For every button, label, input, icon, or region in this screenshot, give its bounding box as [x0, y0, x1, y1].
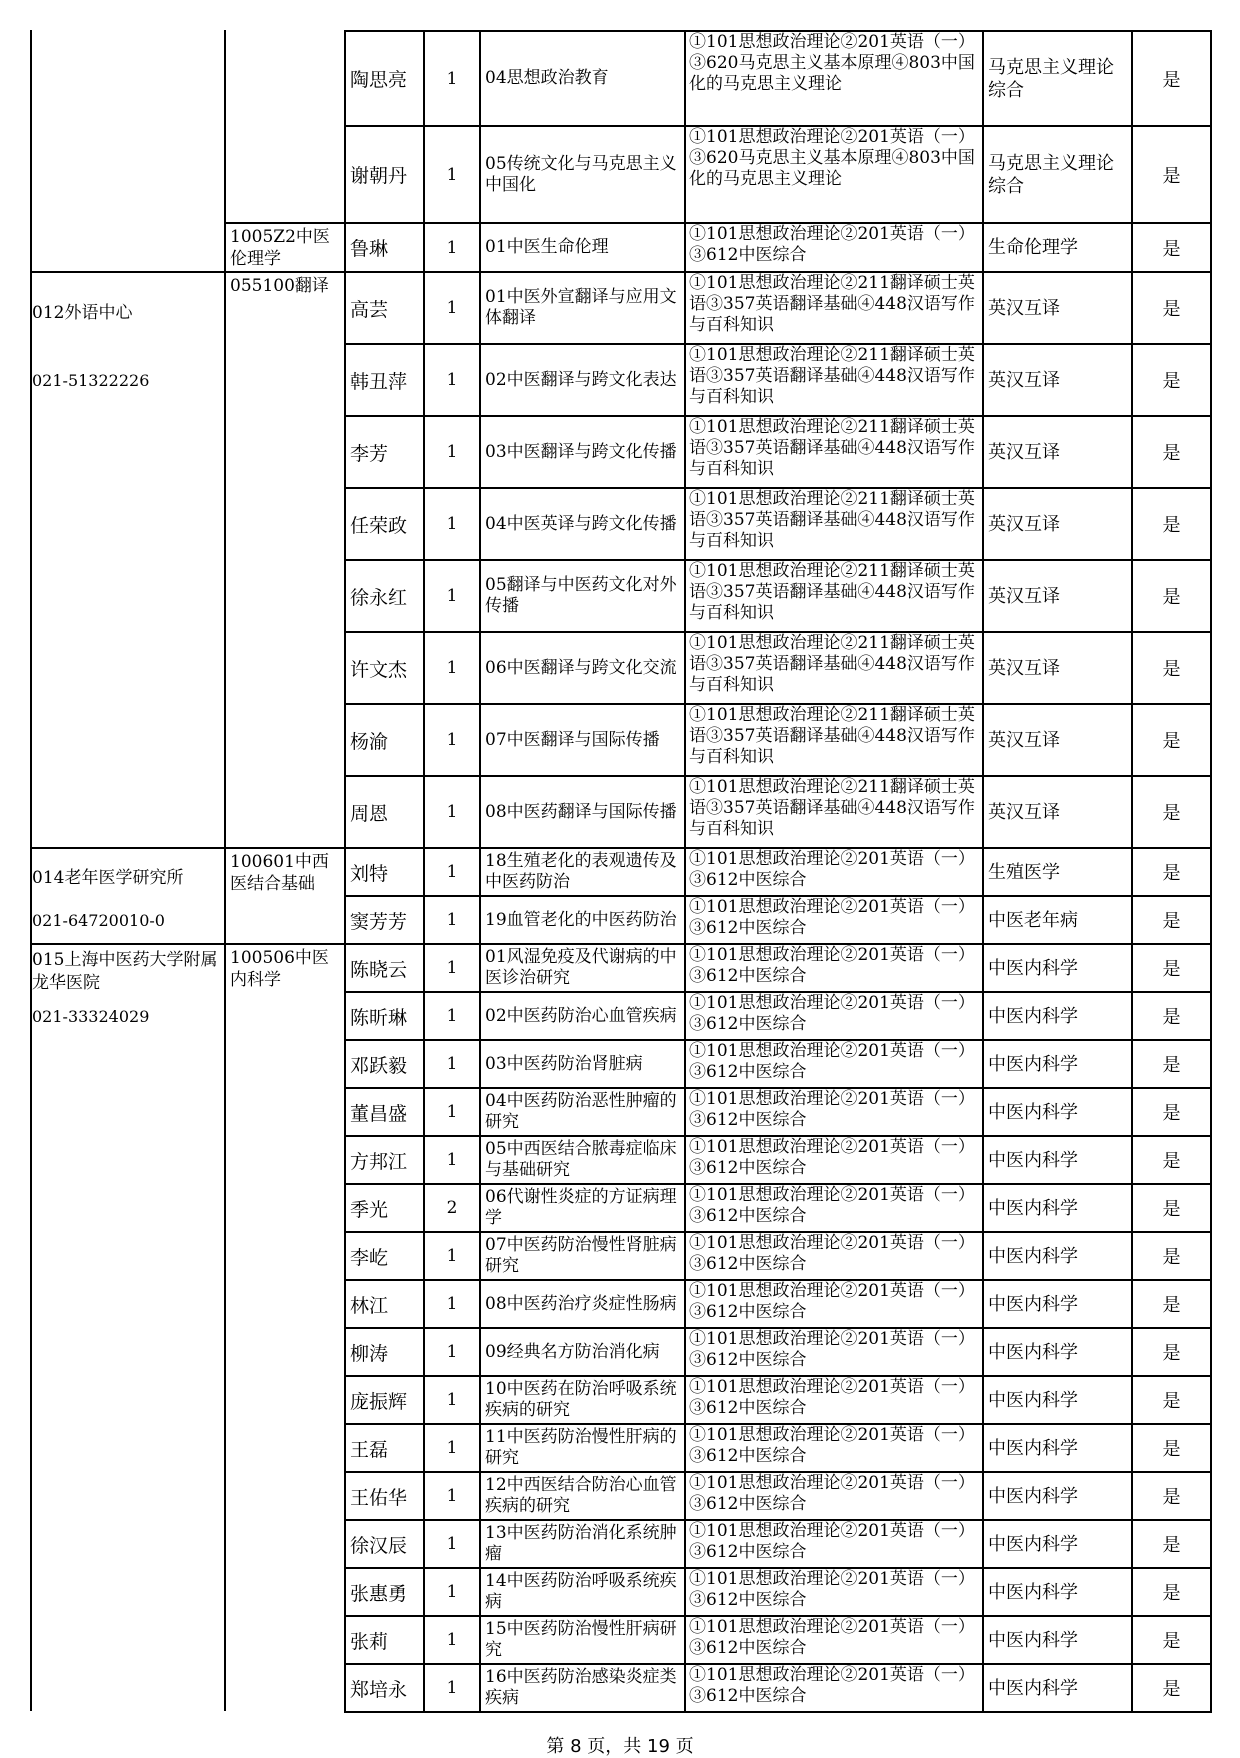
row-dir: 07中医药防治慢性肾脏病研究: [485, 1235, 677, 1276]
row-exam: ①101思想政治理论②211翻译硕士英语③357英语翻译基础④448汉语写作与百科知识: [689, 561, 975, 623]
row-retest: 英汉互译: [988, 297, 1060, 319]
row-tutor: 谢朝丹: [350, 165, 408, 187]
row-tutor: 高芸: [350, 298, 389, 321]
row-exam: ①101思想政治理论②211翻译硕士英语③357英语翻译基础④448汉语写作与百科知识: [689, 345, 975, 407]
row-yes: 是: [1162, 1247, 1181, 1268]
row-tutor: 陈晓云: [350, 958, 408, 981]
row-dir: 05翻译与中医药文化对外传播: [485, 575, 677, 616]
row-dir: 05中西医结合脓毒症临床与基础研究: [485, 1139, 677, 1180]
row-exam: ①101思想政治理论②201英语（一）③620马克思主义基本原理④803中国化的马克思主义理论: [689, 127, 975, 189]
row-retest: 中医老年病: [988, 909, 1078, 931]
row-exam: ①101思想政治理论②211翻译硕士英语③357英语翻译基础④448汉语写作与百科知识: [689, 489, 975, 551]
grid-line: [30, 30, 32, 1711]
row-exam: ①101思想政治理论②201英语（一）③612中医综合: [689, 1041, 975, 1082]
row-num: 1: [446, 1150, 458, 1170]
row-dir: 04中医药防治恶性肿瘤的研究: [485, 1091, 677, 1132]
row-yes: 是: [1162, 863, 1181, 884]
row-retest: 中医内科学: [988, 1149, 1078, 1171]
row-retest: 中医内科学: [988, 1485, 1078, 1507]
row-tutor: 张莉: [350, 1630, 389, 1653]
row-yes: 是: [1162, 587, 1181, 608]
row-tutor: 鲁琳: [350, 238, 389, 260]
row-exam: ①101思想政治理论②211翻译硕士英语③357英语翻译基础④448汉语写作与百科知识: [689, 705, 975, 767]
row-tutor: 王磊: [350, 1438, 389, 1461]
dept-phone: 021-64720010-0: [32, 911, 165, 930]
row-yes: 是: [1162, 1391, 1181, 1412]
row-exam: ①101思想政治理论②201英语（一）③612中医综合: [689, 1137, 975, 1178]
row-retest: 英汉互译: [988, 585, 1060, 607]
row-yes: 是: [1162, 1631, 1181, 1652]
row-exam: ①101思想政治理论②201英语（一）③612中医综合: [689, 993, 975, 1034]
row-retest: 英汉互译: [988, 513, 1060, 535]
row-tutor: 李芳: [350, 442, 389, 465]
row-num: 1: [446, 862, 458, 882]
row-tutor: 庞振辉: [350, 1390, 408, 1413]
row-yes: 是: [1162, 803, 1181, 824]
row-yes: 是: [1162, 371, 1181, 392]
grid-line: [344, 1711, 1212, 1713]
row-dir: 01风湿免疫及代谢病的中医诊治研究: [485, 947, 677, 988]
row-yes: 是: [1162, 69, 1181, 91]
row-tutor: 邓跃毅: [350, 1054, 408, 1077]
row-yes: 是: [1162, 1679, 1181, 1700]
row-yes: 是: [1162, 1583, 1181, 1604]
row-yes: 是: [1162, 1055, 1181, 1076]
major-cell: 100506中医内科学: [230, 948, 329, 990]
row-retest: 英汉互译: [988, 729, 1060, 751]
row-dir: 10中医药在防治呼吸系统疾病的研究: [485, 1379, 677, 1420]
dept-name: 015上海中医药大学附属龙华医院: [32, 950, 218, 993]
row-num: 1: [446, 1630, 458, 1650]
row-dir: 02中医药防治心血管疾病: [485, 1005, 677, 1026]
row-yes: 是: [1162, 1199, 1181, 1220]
row-dir: 12中西医结合防治心血管疾病的研究: [485, 1475, 677, 1516]
row-dir: 06中医翻译与跨文化交流: [485, 657, 677, 678]
row-tutor: 方邦江: [350, 1150, 408, 1173]
row-num: 1: [446, 1582, 458, 1602]
row-yes: 是: [1162, 731, 1181, 752]
row-num: 1: [446, 730, 458, 750]
row-num: 1: [446, 910, 458, 930]
row-tutor: 张惠勇: [350, 1582, 408, 1605]
row-dir: 03中医药防治肾脏病: [485, 1053, 643, 1074]
row-num: 1: [446, 1102, 458, 1122]
row-num: 1: [446, 586, 458, 606]
row-tutor: 许文杰: [350, 658, 408, 681]
row-dir: 03中医翻译与跨文化传播: [485, 441, 677, 462]
row-retest: 英汉互译: [988, 657, 1060, 679]
row-num: 2: [446, 1198, 458, 1218]
row-exam: ①101思想政治理论②201英语（一）③612中医综合: [689, 897, 975, 938]
row-num: 1: [446, 298, 458, 318]
row-num: 1: [446, 658, 458, 678]
row-num: 1: [446, 68, 458, 89]
row-exam: ①101思想政治理论②211翻译硕士英语③357英语翻译基础④448汉语写作与百科知识: [689, 417, 975, 479]
row-tutor: 徐永红: [350, 586, 408, 609]
dept-name: 012外语中心: [32, 303, 133, 323]
row-num: 1: [446, 1438, 458, 1458]
row-exam: ①101思想政治理论②201英语（一）③612中医综合: [689, 1377, 975, 1418]
row-dir: 13中医药防治消化系统肿瘤: [485, 1523, 677, 1564]
row-dir: 01中医生命伦理: [485, 237, 609, 257]
row-exam: ①101思想政治理论②201英语（一）③612中医综合: [689, 945, 975, 986]
row-retest: 中医内科学: [988, 1437, 1078, 1459]
row-exam: ①101思想政治理论②201英语（一）③612中医综合: [689, 1569, 975, 1610]
row-retest: 中医内科学: [988, 1197, 1078, 1219]
row-yes: 是: [1162, 1151, 1181, 1172]
row-tutor: 林江: [350, 1294, 389, 1317]
row-retest: 中医内科学: [988, 1389, 1078, 1411]
row-tutor: 徐汉辰: [350, 1534, 408, 1557]
major-cell: 100601中西医结合基础: [230, 852, 329, 894]
row-tutor: 柳涛: [350, 1342, 389, 1365]
row-exam: ①101思想政治理论②201英语（一）③612中医综合: [689, 849, 975, 890]
row-exam: ①101思想政治理论②201英语（一）③612中医综合: [689, 224, 975, 265]
row-num: 1: [446, 370, 458, 390]
row-num: 1: [446, 514, 458, 534]
row-retest: 中医内科学: [988, 1053, 1078, 1075]
row-yes: 是: [1162, 1295, 1181, 1316]
row-num: 1: [446, 1246, 458, 1266]
row-retest: 中医内科学: [988, 1677, 1078, 1699]
row-tutor: 任荣政: [350, 514, 408, 537]
row-exam: ①101思想政治理论②201英语（一）③612中医综合: [689, 1329, 975, 1370]
row-tutor: 郑培永: [350, 1678, 408, 1701]
row-retest: 中医内科学: [988, 957, 1078, 979]
page-footer: 第 8 页，共 19 页: [546, 1736, 694, 1757]
row-exam: ①101思想政治理论②201英语（一）③620马克思主义基本原理④803中国化的马克思主义理论: [689, 32, 975, 94]
row-num: 1: [446, 802, 458, 822]
row-yes: 是: [1162, 1439, 1181, 1460]
row-dir: 07中医翻译与国际传播: [485, 729, 660, 750]
row-retest: 英汉互译: [988, 801, 1060, 823]
row-yes: 是: [1162, 659, 1181, 680]
row-yes: 是: [1162, 1535, 1181, 1556]
row-tutor: 陶思亮: [350, 69, 408, 91]
row-num: 1: [446, 1390, 458, 1410]
row-exam: ①101思想政治理论②211翻译硕士英语③357英语翻译基础④448汉语写作与百科知识: [689, 273, 975, 335]
row-exam: ①101思想政治理论②201英语（一）③612中医综合: [689, 1665, 975, 1706]
row-yes: 是: [1162, 1103, 1181, 1124]
row-exam: ①101思想政治理论②201英语（一）③612中医综合: [689, 1281, 975, 1322]
row-dir: 06代谢性炎症的方证病理学: [485, 1187, 677, 1228]
row-yes: 是: [1162, 515, 1181, 536]
row-num: 1: [446, 237, 458, 258]
row-yes: 是: [1162, 959, 1181, 980]
row-yes: 是: [1162, 1007, 1181, 1028]
row-dir: 08中医药翻译与国际传播: [485, 801, 677, 822]
row-dir: 16中医药防治感染炎症类疾病: [485, 1667, 677, 1708]
row-dir: 02中医翻译与跨文化表达: [485, 369, 677, 390]
row-dir: 18生殖老化的表观遗传及中医药防治: [485, 851, 677, 892]
row-num: 1: [446, 958, 458, 978]
row-yes: 是: [1162, 443, 1181, 464]
row-retest: 中医内科学: [988, 1533, 1078, 1555]
row-yes: 是: [1162, 238, 1181, 260]
row-retest: 英汉互译: [988, 441, 1060, 463]
row-tutor: 陈昕琳: [350, 1006, 408, 1029]
row-tutor: 李屹: [350, 1246, 389, 1269]
major-cell: 055100翻译: [230, 276, 329, 296]
row-num: 1: [446, 1534, 458, 1554]
row-num: 1: [446, 1294, 458, 1314]
row-exam: ①101思想政治理论②201英语（一）③612中医综合: [689, 1425, 975, 1466]
row-tutor: 窦芳芳: [350, 910, 408, 933]
row-exam: ①101思想政治理论②201英语（一）③612中医综合: [689, 1185, 975, 1226]
row-retest: 马克思主义理论综合: [988, 56, 1114, 101]
dept-name: 014老年医学研究所: [32, 868, 184, 888]
row-num: 1: [446, 1678, 458, 1698]
row-yes: 是: [1162, 299, 1181, 320]
row-dir: 01中医外宣翻译与应用文体翻译: [485, 287, 677, 328]
row-retest: 中医内科学: [988, 1629, 1078, 1651]
row-retest: 中医内科学: [988, 1293, 1078, 1315]
row-retest: 生殖医学: [988, 861, 1060, 883]
row-num: 1: [446, 1054, 458, 1074]
row-retest: 生命伦理学: [988, 237, 1078, 258]
row-num: 1: [446, 442, 458, 462]
row-num: 1: [446, 1006, 458, 1026]
row-tutor: 季光: [350, 1198, 389, 1221]
row-dir: 05传统文化与马克思主义中国化: [485, 153, 677, 195]
grid-line: [1210, 30, 1212, 1713]
row-dir: 08中医药治疗炎症性肠病: [485, 1293, 677, 1314]
row-retest: 中医内科学: [988, 1101, 1078, 1123]
row-num: 1: [446, 1342, 458, 1362]
row-tutor: 韩丑萍: [350, 370, 408, 393]
row-tutor: 董昌盛: [350, 1102, 408, 1125]
row-exam: ①101思想政治理论②201英语（一）③612中医综合: [689, 1473, 975, 1514]
row-exam: ①101思想政治理论②201英语（一）③612中医综合: [689, 1089, 975, 1130]
row-dir: 04思想政治教育: [485, 68, 609, 88]
row-yes: 是: [1162, 911, 1181, 932]
dept-phone: 021-51322226: [32, 371, 150, 390]
row-exam: ①101思想政治理论②211翻译硕士英语③357英语翻译基础④448汉语写作与百科知识: [689, 777, 975, 839]
row-dir: 04中医英译与跨文化传播: [485, 513, 677, 534]
row-dir: 14中医药防治呼吸系统疾病: [485, 1571, 677, 1612]
row-retest: 马克思主义理论综合: [988, 152, 1114, 197]
row-exam: ①101思想政治理论②201英语（一）③612中医综合: [689, 1521, 975, 1562]
row-yes: 是: [1162, 1487, 1181, 1508]
row-exam: ①101思想政治理论②211翻译硕士英语③357英语翻译基础④448汉语写作与百科知识: [689, 633, 975, 695]
row-retest: 英汉互译: [988, 369, 1060, 391]
row-retest: 中医内科学: [988, 1581, 1078, 1603]
row-yes: 是: [1162, 165, 1181, 187]
row-num: 1: [446, 1486, 458, 1506]
row-tutor: 王佑华: [350, 1486, 408, 1509]
row-dir: 11中医药防治慢性肝病的研究: [485, 1427, 677, 1468]
row-retest: 中医内科学: [988, 1341, 1078, 1363]
row-num: 1: [446, 164, 458, 185]
major-cell: 1005Z2中医伦理学: [230, 227, 330, 269]
row-dir: 09经典名方防治消化病: [485, 1341, 660, 1362]
row-dir: 15中医药防治慢性肝病研究: [485, 1619, 677, 1660]
row-exam: ①101思想政治理论②201英语（一）③612中医综合: [689, 1233, 975, 1274]
row-retest: 中医内科学: [988, 1005, 1078, 1027]
row-dir: 19血管老化的中医药防治: [485, 909, 677, 930]
row-retest: 中医内科学: [988, 1245, 1078, 1267]
row-exam: ①101思想政治理论②201英语（一）③612中医综合: [689, 1617, 975, 1658]
row-tutor: 杨渝: [350, 730, 389, 753]
row-tutor: 周恩: [350, 802, 389, 825]
row-yes: 是: [1162, 1343, 1181, 1364]
dept-phone: 021-33324029: [32, 1007, 150, 1026]
row-tutor: 刘特: [350, 862, 389, 885]
